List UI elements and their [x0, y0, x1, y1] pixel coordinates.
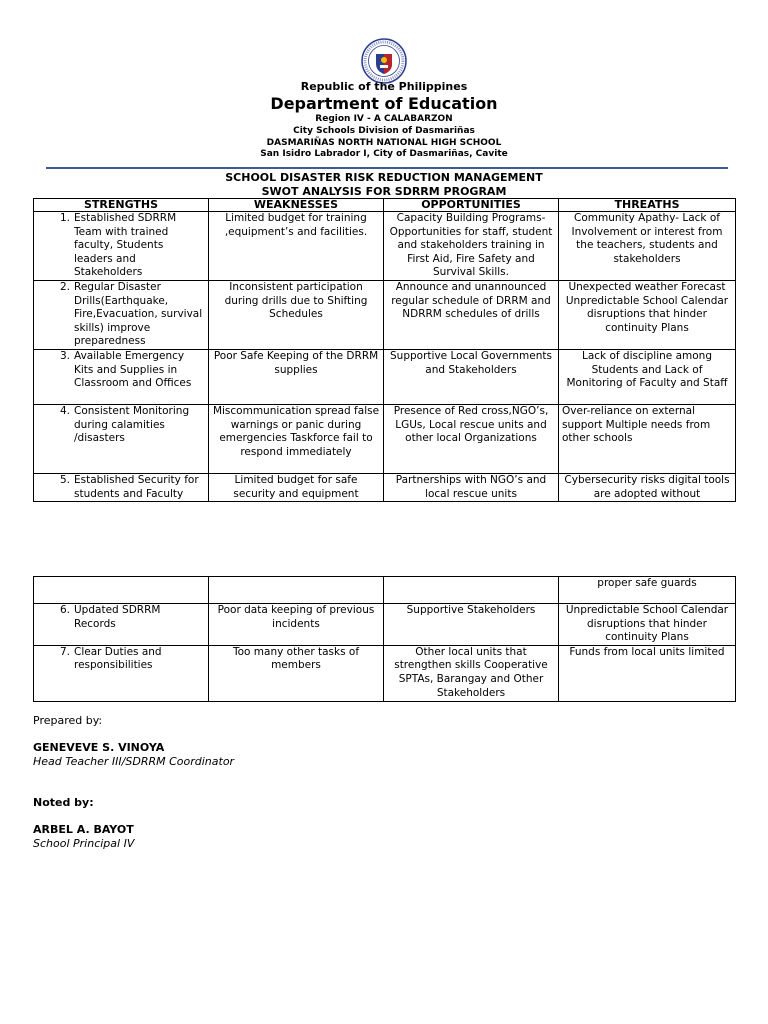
table-row	[34, 281, 736, 350]
strength-cell: 1. Established SDRRM Team with trained faculty, Students leaders and Stakeholders	[59, 212, 177, 279]
weakness-cell: Limited budget for training ,equipment’s and facilities.	[209, 212, 384, 281]
header-opportunities: OPPORTUNITIES	[384, 199, 559, 212]
table-row	[34, 577, 736, 604]
table-row	[34, 212, 736, 281]
weakness-cell: Miscommunication spread false warnings or panic during emergencies Taskforce fail to respond immediately	[209, 404, 384, 473]
threat-cell: proper safe guards	[559, 577, 736, 604]
header-threats: THREATHS	[559, 199, 736, 212]
table-row	[34, 349, 736, 404]
opportunity-cell: Capacity Building Programs- Opportunities for staff, student and stakeholders training in First Aid, Fire Safety and Survival Skills.	[384, 212, 559, 281]
threat-cell: Cybersecurity risks digital tools are adopted without	[559, 473, 736, 501]
weakness-cell: Poor Safe Keeping of the DRRM supplies	[209, 349, 384, 404]
swot-table	[33, 198, 736, 502]
opportunity-cell: Partnerships with NGO’s and local rescue units	[384, 473, 559, 501]
threat-cell: Unpredictable School Calendar disruptions that hinder continuity Plans	[559, 604, 736, 646]
header-strengths: STRENGTHS	[34, 199, 209, 212]
opportunity-cell: Supportive Local Governments and Stakeholders	[384, 349, 559, 404]
strength-cell: 4. Consistent Monitoring during calamities /disasters	[59, 404, 190, 445]
noted-by-label: Noted by:	[33, 796, 94, 809]
republic-line: Republic of the Philippines	[300, 80, 468, 93]
threat-cell: Lack of discipline among Students and Lack of Monitoring of Faculty and Staff	[559, 349, 736, 404]
opportunity-cell: Supportive Stakeholders	[384, 604, 559, 646]
prepared-by-name: GENEVEVE S. VINOYA	[33, 741, 165, 754]
region-line: Region IV - A CALABARZON	[315, 114, 453, 124]
school-name: DASMARIÑAS NORTH NATIONAL HIGH SCHOOL	[266, 138, 502, 148]
threat-cell: Community Apathy- Lack of Involvement or interest from the teachers, students and stakeholders	[559, 212, 736, 281]
weakness-cell: Too many other tasks of members	[209, 645, 384, 701]
threat-cell: Funds from local units limited	[559, 645, 736, 701]
school-address: San Isidro Labrador I, City of Dasmariñas, Cavite	[260, 149, 508, 159]
department-title: Department of Education	[270, 94, 498, 113]
document-title: SCHOOL DISASTER RISK REDUCTION MANAGEMENT	[225, 171, 543, 184]
table-row	[34, 645, 736, 701]
opportunity-cell: Other local units that strengthen skills Cooperative SPTAs, Barangay and Other Stakeholders	[384, 645, 559, 701]
strength-cell: 3. Available Emergency Kits and Supplies in Classroom and Offices	[59, 349, 192, 390]
table-row	[34, 404, 736, 473]
deped-seal-logo	[361, 38, 407, 84]
swot-table-continued	[33, 576, 736, 702]
table-row	[34, 473, 736, 501]
strength-cell: 6. Updated SDRRM Records	[59, 604, 161, 630]
opportunity-cell: Announce and unannounced regular schedule of DRRM and NDRRM schedules of drills	[384, 281, 559, 350]
strength-cell: 7. Clear Duties and responsibilities	[59, 645, 162, 672]
threat-cell: Over-reliance on external support Multiple needs from other schools	[559, 404, 736, 473]
header-divider	[46, 167, 728, 169]
prepared-by-title: Head Teacher III/SDRRM Coordinator	[33, 755, 235, 768]
table-row	[34, 604, 736, 646]
prepared-by-label: Prepared by:	[33, 714, 103, 727]
weakness-cell: Inconsistent participation during drills due to Shifting Schedules	[209, 281, 384, 350]
strength-cell: 5. Established Security for students and Faculty	[59, 473, 199, 500]
weakness-cell: Limited budget for safe security and equipment	[209, 473, 384, 501]
strength-cell: 2. Regular Disaster Drills(Earthquake, Fire,Evacuation, survival skills) improve preparedness	[59, 281, 203, 348]
document-subtitle: SWOT ANALYSIS FOR SDRRM PROGRAM	[261, 185, 507, 198]
noted-by-title: School Principal IV	[33, 837, 135, 850]
noted-by-name: ARBEL A. BAYOT	[33, 823, 134, 836]
weakness-cell: Poor data keeping of previous incidents	[209, 604, 384, 646]
opportunity-cell: Presence of Red cross,NGO’s, LGUs, Local rescue units and other local Organizations	[384, 404, 559, 473]
division-line: City Schools Division of Dasmariñas	[293, 126, 475, 136]
header-weaknesses: WEAKNESSES	[209, 199, 384, 212]
threat-cell: Unexpected weather Forecast Unpredictable School Calendar disruptions that hinder continuity Plans	[559, 281, 736, 350]
